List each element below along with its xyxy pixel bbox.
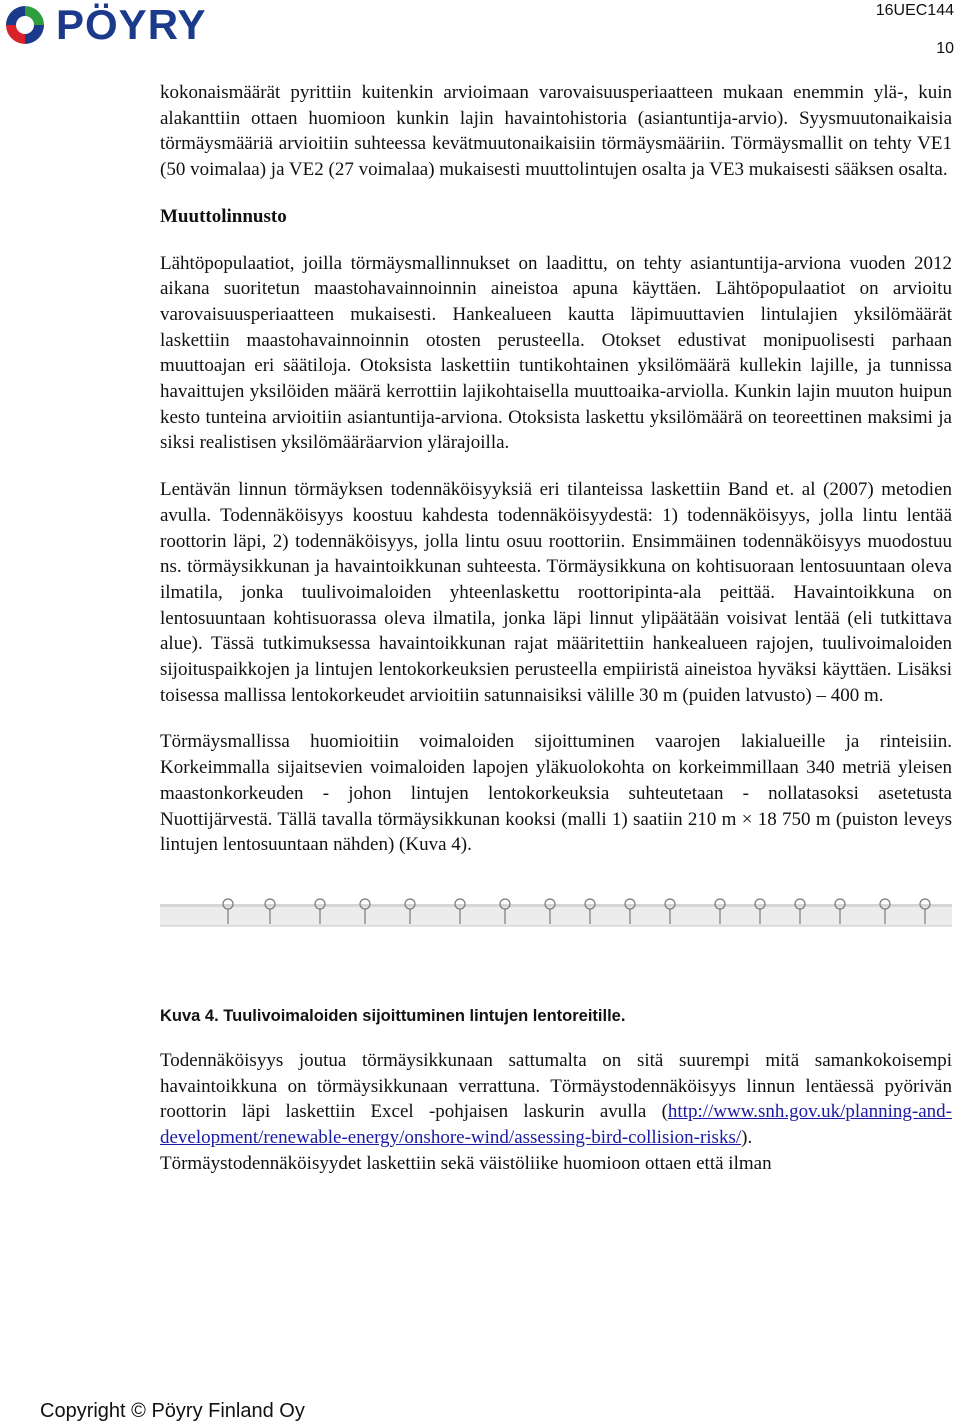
paragraph-populations: Lähtöpopulaatiot, joilla törmäysmallinnukset on laadittu, on tehty asiantuntija-arviona vuoden 2012 aikana suoritetun maastohavainnoinnin aineistoa apuna käyttäen. Lähtöpopulaatiot on arvioitu varovaisuusperiaatteen mukaisesti. Hankealueen kautta läpimuuttavien lintulajien yksilömäärät laskettiin maastohavainnoinnin otosten perusteella. Otokset edustivat monipuolisesti parhaan muuttoajan eri säätiloja. Otoksista laskettiin tuntikohtainen yksilömäärä kullekin lajille, ja tunnissa havaittujen yksilöiden määrä kerrottiin lajikohtaisella muuttoaika-arviolla. Kunkin lajin muuton huipun kesto tunteina arvioitiin asiantuntija-arviona. Otoksista laskettu yksilömäärä on teoreettinen maksimi ja siksi realistisen yksilömääräarvion ylärajoilla.	[160, 252, 952, 454]
section-heading: Muuttolinnusto	[160, 205, 287, 227]
paragraph-text-end: ).	[741, 1127, 753, 1149]
paragraph-collision-window: Törmäysmallissa huomioitiin voimaloiden sijoittuminen vaarojen lakialueille ja rinteisiin. Korkeimmalla sijaitsevien voimaloiden lapojen yläkuolokohta on korkeimmillaan 340 metriä yleisen maastonkorkeuden - johon lintujen lentokorkeuksia suhteutetaan - nollatasoksi asetetusta Nuottijärvestä. Tällä tavalla törmäysikkunan kooksi (malli 1) saatiin 210 m × 18 750 m (puiston leveys lintujen lentosuuntaan nähden) (Kuva 4).	[160, 731, 952, 856]
logo-wordmark: PÖYRY	[56, 1, 207, 48]
document-body	[160, 80, 952, 1177]
poyry-swirl-icon	[2, 2, 48, 48]
paragraph-intro: kokonaismäärät pyrittiin kuitenkin arvioimaan varovaisuusperiaatteen mukaan enemmin ylä-, kuin alakanttiin ottaen huomioon kunkin lajin havaintohistoria (asiantuntija-arvio). Syysmuutonaikaisia törmäysmääriä arvioitiin suhteessa kevätmuutonaikaisiin törmäysmääriin. Törmäysmallit on tehty VE1 (50 voimalaa) ja VE2 (27 voimalaa) mukaisesti muuttolintujen osalta ja VE3 mukaisesti sääksen osalta.	[160, 82, 952, 181]
page-number: 10	[936, 40, 954, 57]
footer-copyright: Copyright © Pöyry Finland Oy	[40, 1400, 305, 1422]
paragraph-collision-probability: Lentävän linnun törmäyksen todennäköisyyksiä eri tilanteissa laskettiin Band et. al (2007) metodien avulla. Todennäköisyys koostuu kahdesta todennäköisyydestä: 1) todennäköisyys, jolla lintu lentää roottorin läpi, 2) todennäköisyys, jolla lintu osuu roottoriin. Ensimmäinen todennäköisyys muodostuu ns. törmäysikkunan ja havaintoikkunan suhteesta. Törmäysikkuna on kohtisuoraan lentosuuntaan oleva ilmatila, jonka tuulivoimaloiden yhteenlaskettu roottoripinta-ala peittää. Havaintoikkuna on lentosuuntaan kohtisuorassa oleva ilmatila, jonka läpi linnut ylipäätään voisivat lentää (eli tutkittava alue). Tässä tutkimuksessa havaintoikkunan rajat määritettiin hankealueen rajojen, tuulivoimaloiden sijoituspaikkojen ja lintujen lentokorkeuksien perusteella empiiristä aineistoa hyväksi käyttäen. Lisäksi toisessa mallissa lentokorkeudet arvioitiin satunnaisiksi välille 30 m (puiden latvusto) – 400 m.	[160, 479, 952, 706]
document-id: 16UEC144	[875, 2, 954, 19]
paragraph-avoidance: Törmäystodennäköisyydet laskettiin sekä väistöliike huomioon ottaen että ilman	[160, 1152, 772, 1174]
paragraph-text: Todennäköisyys joutua törmäysikkunaan sattumalta on sitä suurempi mitä samankokoisempi havaintoikkuna on törmäysikkunaan verrattuna. Törmäystodennäköisyys linnun lentäessä pyörivän roottorin läpi laskettiin Excel -pohjaisen laskurin avulla (	[160, 1049, 952, 1123]
snh-link[interactable]: http://www.snh.gov.uk/planning-and-development/renewable-energy/onshore-wind/assessing-bird-collision-risks/	[160, 1101, 952, 1149]
poyry-logo	[2, 2, 206, 48]
paragraph-excel-calculator	[160, 1048, 952, 1151]
figure-caption: Kuva 4. Tuulivoimaloiden sijoittuminen lintujen lentoreitille.	[160, 1006, 626, 1025]
turbine-layout-figure	[160, 890, 952, 932]
